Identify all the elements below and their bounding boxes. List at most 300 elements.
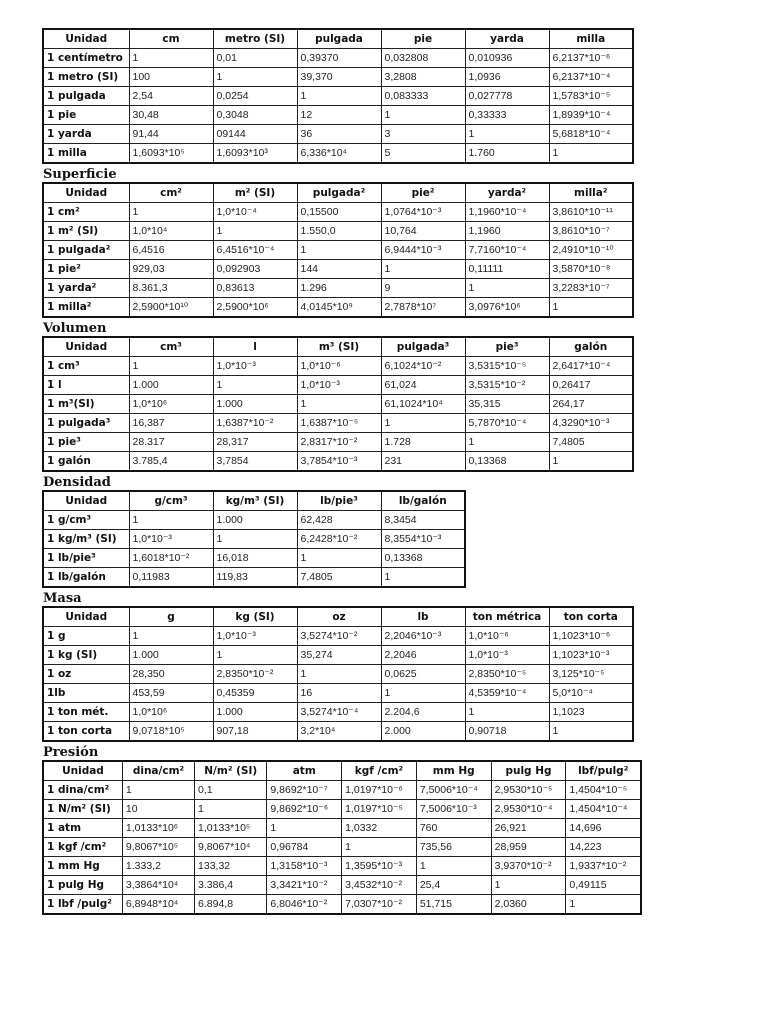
section-title: Superficie bbox=[43, 167, 117, 182]
table-cell: 1,9337*10⁻² bbox=[566, 857, 641, 876]
table-cell: 231 bbox=[381, 452, 465, 472]
row-label: 1 atm bbox=[43, 819, 122, 838]
table-cell: 1 bbox=[267, 819, 342, 838]
table-cell: 0,083333 bbox=[381, 87, 465, 106]
table-cell: 1,0764*10⁻³ bbox=[381, 203, 465, 222]
pressure-table bbox=[42, 760, 642, 915]
table-cell: 0,96784 bbox=[267, 838, 342, 857]
table-cell: 3,7854*10⁻³ bbox=[297, 452, 381, 472]
table-cell: 3,3864*10⁴ bbox=[122, 876, 194, 895]
section-title: Volumen bbox=[43, 321, 107, 336]
table-row bbox=[43, 414, 633, 433]
row-label: 1 m³(SI) bbox=[43, 395, 129, 414]
table-cell: 1,6093*10³ bbox=[213, 144, 297, 164]
area-section bbox=[42, 167, 642, 318]
table-cell: 26,921 bbox=[491, 819, 566, 838]
table-cell: 2,8350*10⁻² bbox=[213, 665, 297, 684]
header-cell: Unidad bbox=[43, 337, 129, 357]
row-label: 1 kgf /cm² bbox=[43, 838, 122, 857]
header-cell: pulgada³ bbox=[381, 337, 465, 357]
table-cell: 1 bbox=[566, 895, 641, 915]
table-cell: 2,9530*10⁻⁴ bbox=[491, 800, 566, 819]
table-cell: 1 bbox=[213, 68, 297, 87]
table-cell: 1 bbox=[416, 857, 491, 876]
row-label: 1 ton mét. bbox=[43, 703, 129, 722]
table-cell: 1 bbox=[297, 241, 381, 260]
table-cell: 1,1023*10⁻⁶ bbox=[549, 627, 633, 646]
row-label: 1 lb/pie³ bbox=[43, 549, 129, 568]
row-label: 1 lbf /pulg² bbox=[43, 895, 122, 915]
table-row bbox=[43, 203, 633, 222]
table-cell: 0,032808 bbox=[381, 49, 465, 68]
header-cell: Unidad bbox=[43, 183, 129, 203]
table-cell: 1,0332 bbox=[342, 819, 417, 838]
row-label: 1lb bbox=[43, 684, 129, 703]
table-cell: 91,44 bbox=[129, 125, 213, 144]
table-row bbox=[43, 452, 633, 472]
table-cell: 1 bbox=[465, 125, 549, 144]
table-cell: 735,56 bbox=[416, 838, 491, 857]
table-cell: 7,5006*10⁻³ bbox=[416, 800, 491, 819]
table-cell: 1 bbox=[465, 703, 549, 722]
table-cell: 1,0133*10⁶ bbox=[122, 819, 194, 838]
header-cell: lbf/pulg² bbox=[566, 761, 641, 781]
table-cell: 1 bbox=[381, 568, 465, 588]
table-cell: 5,0*10⁻⁴ bbox=[549, 684, 633, 703]
table-cell: 1,0*10⁴ bbox=[129, 222, 213, 241]
table-cell: 1 bbox=[381, 106, 465, 125]
table-cell: 760 bbox=[416, 819, 491, 838]
header-cell: kgf /cm² bbox=[342, 761, 417, 781]
table-cell: 1.333,2 bbox=[122, 857, 194, 876]
table-row bbox=[43, 144, 633, 164]
table-cell: 2,2046 bbox=[381, 646, 465, 665]
table-cell: 1,6387*10⁻² bbox=[213, 414, 297, 433]
header-cell: N/m² (SI) bbox=[195, 761, 267, 781]
table-cell: 1.000 bbox=[129, 646, 213, 665]
row-label: 1 metro (SI) bbox=[43, 68, 129, 87]
header-cell: kg/m³ (SI) bbox=[213, 491, 297, 511]
volume-section bbox=[42, 321, 642, 472]
table-row bbox=[43, 781, 641, 800]
table-cell: 10,764 bbox=[381, 222, 465, 241]
table-cell: 2.000 bbox=[381, 722, 465, 742]
table-row bbox=[43, 819, 641, 838]
table-cell: 61,024 bbox=[381, 376, 465, 395]
table-cell: 3,8610*10⁻¹¹ bbox=[549, 203, 633, 222]
table-cell: 2,4910*10⁻¹⁰ bbox=[549, 241, 633, 260]
table-cell: 0,027778 bbox=[465, 87, 549, 106]
table-cell: 3,3421*10⁻² bbox=[267, 876, 342, 895]
table-cell: 1,1023*10⁻³ bbox=[549, 646, 633, 665]
table-cell: 3.386,4 bbox=[195, 876, 267, 895]
table-cell: 3,125*10⁻⁵ bbox=[549, 665, 633, 684]
table-cell: 2,9530*10⁻⁵ bbox=[491, 781, 566, 800]
table-cell: 6,4516 bbox=[129, 241, 213, 260]
table-cell: 1 bbox=[297, 87, 381, 106]
table-row bbox=[43, 800, 641, 819]
table-cell: 1 bbox=[129, 357, 213, 376]
table-cell: 9,8692*10⁻⁷ bbox=[267, 781, 342, 800]
table-cell: 1,0*10⁶ bbox=[129, 703, 213, 722]
table-header-row bbox=[43, 761, 641, 781]
table-cell: 0,0254 bbox=[213, 87, 297, 106]
table-cell: 3,8610*10⁻⁷ bbox=[549, 222, 633, 241]
table-cell: 28.317 bbox=[129, 433, 213, 452]
header-cell: pie² bbox=[381, 183, 465, 203]
table-cell: 6,2137*10⁻⁴ bbox=[549, 68, 633, 87]
row-label: 1 dina/cm² bbox=[43, 781, 122, 800]
table-cell: 1 bbox=[195, 800, 267, 819]
table-row bbox=[43, 260, 633, 279]
table-cell: 1 bbox=[549, 452, 633, 472]
header-cell: galón bbox=[549, 337, 633, 357]
table-cell: 3,5315*10⁻⁵ bbox=[465, 357, 549, 376]
table-cell: 5,6818*10⁻⁴ bbox=[549, 125, 633, 144]
header-cell: mm Hg bbox=[416, 761, 491, 781]
table-cell: 0,33333 bbox=[465, 106, 549, 125]
table-cell: 1 bbox=[213, 530, 297, 549]
row-label: 1 cm³ bbox=[43, 357, 129, 376]
table-cell: 4,3290*10⁻³ bbox=[549, 414, 633, 433]
table-cell: 62,428 bbox=[297, 511, 381, 530]
table-row bbox=[43, 125, 633, 144]
table-cell: 1,0*10⁻⁶ bbox=[465, 627, 549, 646]
table-cell: 1,0133*10⁵ bbox=[195, 819, 267, 838]
table-cell: 2,7878*10⁷ bbox=[381, 298, 465, 318]
row-label: 1 pulgada bbox=[43, 87, 129, 106]
table-row bbox=[43, 857, 641, 876]
section-title: Masa bbox=[43, 591, 82, 606]
section-title: Presión bbox=[43, 745, 99, 760]
table-cell: 1,6018*10⁻² bbox=[129, 549, 213, 568]
row-label: 1 pie bbox=[43, 106, 129, 125]
table-cell: 8,3454 bbox=[381, 511, 465, 530]
table-cell: 3,2283*10⁻⁷ bbox=[549, 279, 633, 298]
table-cell: 0,0625 bbox=[381, 665, 465, 684]
table-cell: 14,696 bbox=[566, 819, 641, 838]
table-cell: 8,3554*10⁻³ bbox=[381, 530, 465, 549]
header-cell: lb/pie³ bbox=[297, 491, 381, 511]
header-cell: pie bbox=[381, 29, 465, 49]
table-cell: 0,13368 bbox=[381, 549, 465, 568]
row-label: 1 galón bbox=[43, 452, 129, 472]
table-row bbox=[43, 376, 633, 395]
table-cell: 3,4532*10⁻² bbox=[342, 876, 417, 895]
header-cell: Unidad bbox=[43, 491, 129, 511]
table-cell: 0,3048 bbox=[213, 106, 297, 125]
table-cell: 1,0*10⁻⁴ bbox=[213, 203, 297, 222]
table-cell: 35,274 bbox=[297, 646, 381, 665]
density-section bbox=[42, 475, 642, 588]
table-cell: 1,0*10⁻³ bbox=[213, 357, 297, 376]
row-label: 1 mm Hg bbox=[43, 857, 122, 876]
row-label: 1 cm² bbox=[43, 203, 129, 222]
table-cell: 1 bbox=[297, 395, 381, 414]
table-cell: 6,336*10⁴ bbox=[297, 144, 381, 164]
table-cell: 3,9370*10⁻² bbox=[491, 857, 566, 876]
table-cell: 4,0145*10⁹ bbox=[297, 298, 381, 318]
table-cell: 1 bbox=[297, 549, 381, 568]
table-cell: 9,8692*10⁻⁶ bbox=[267, 800, 342, 819]
table-cell: 1,4504*10⁻⁵ bbox=[566, 781, 641, 800]
table-cell: 7,5006*10⁻⁴ bbox=[416, 781, 491, 800]
table-cell: 1,0197*10⁻⁶ bbox=[342, 781, 417, 800]
section-title: Densidad bbox=[43, 475, 111, 490]
table-cell: 7,0307*10⁻² bbox=[342, 895, 417, 915]
table-cell: 1,4504*10⁻⁴ bbox=[566, 800, 641, 819]
table-cell: 6,9444*10⁻³ bbox=[381, 241, 465, 260]
pressure-section bbox=[42, 745, 642, 915]
table-cell: 61,1024*10⁴ bbox=[381, 395, 465, 414]
table-cell: 0,01 bbox=[213, 49, 297, 68]
table-row bbox=[43, 646, 633, 665]
table-cell: 0,90718 bbox=[465, 722, 549, 742]
volume-table bbox=[42, 336, 634, 472]
table-cell: 1.760 bbox=[465, 144, 549, 164]
table-cell: 1 bbox=[549, 144, 633, 164]
table-cell: 2,8350*10⁻⁵ bbox=[465, 665, 549, 684]
table-cell: 3 bbox=[381, 125, 465, 144]
area-table bbox=[42, 182, 634, 318]
table-row bbox=[43, 703, 633, 722]
table-cell: 6,2428*10⁻² bbox=[297, 530, 381, 549]
table-cell: 09144 bbox=[213, 125, 297, 144]
table-cell: 0,45359 bbox=[213, 684, 297, 703]
row-label: 1 pulgada³ bbox=[43, 414, 129, 433]
table-cell: 7,7160*10⁻⁴ bbox=[465, 241, 549, 260]
table-cell: 1 bbox=[297, 665, 381, 684]
table-cell: 1.296 bbox=[297, 279, 381, 298]
table-cell: 2.204,6 bbox=[381, 703, 465, 722]
table-cell: 3,5274*10⁻⁴ bbox=[297, 703, 381, 722]
table-cell: 100 bbox=[129, 68, 213, 87]
table-cell: 0,010936 bbox=[465, 49, 549, 68]
table-row bbox=[43, 549, 465, 568]
table-cell: 0,13368 bbox=[465, 452, 549, 472]
table-cell: 6,2137*10⁻⁶ bbox=[549, 49, 633, 68]
table-cell: 1.000 bbox=[213, 703, 297, 722]
table-cell: 2,5900*10⁶ bbox=[213, 298, 297, 318]
table-cell: 1,1023 bbox=[549, 703, 633, 722]
table-cell: 119,83 bbox=[213, 568, 297, 588]
table-row bbox=[43, 876, 641, 895]
table-cell: 10 bbox=[122, 800, 194, 819]
table-cell: 30,48 bbox=[129, 106, 213, 125]
header-cell: Unidad bbox=[43, 761, 122, 781]
table-cell: 1.000 bbox=[213, 395, 297, 414]
row-label: 1 milla bbox=[43, 144, 129, 164]
conversion-tables-page bbox=[42, 28, 642, 915]
table-cell: 6,1024*10⁻² bbox=[381, 357, 465, 376]
table-cell: 25,4 bbox=[416, 876, 491, 895]
header-cell: pulg Hg bbox=[491, 761, 566, 781]
length-section bbox=[42, 28, 642, 164]
table-cell: 1,3158*10⁻³ bbox=[267, 857, 342, 876]
table-cell: 0,49115 bbox=[566, 876, 641, 895]
table-cell: 1 bbox=[342, 838, 417, 857]
table-cell: 1 bbox=[381, 414, 465, 433]
table-cell: 2,5900*10¹⁰ bbox=[129, 298, 213, 318]
header-cell: pie³ bbox=[465, 337, 549, 357]
table-row bbox=[43, 684, 633, 703]
header-cell: pulgada bbox=[297, 29, 381, 49]
table-cell: 1 bbox=[129, 203, 213, 222]
table-header-row bbox=[43, 337, 633, 357]
table-cell: 0,15500 bbox=[297, 203, 381, 222]
header-cell: atm bbox=[267, 761, 342, 781]
table-row bbox=[43, 49, 633, 68]
mass-table bbox=[42, 606, 634, 742]
table-cell: 0,092903 bbox=[213, 260, 297, 279]
table-row bbox=[43, 279, 633, 298]
table-cell: 1 bbox=[491, 876, 566, 895]
row-label: 1 yarda² bbox=[43, 279, 129, 298]
table-cell: 3,2808 bbox=[381, 68, 465, 87]
table-cell: 36 bbox=[297, 125, 381, 144]
table-cell: 1,0*10⁻³ bbox=[297, 376, 381, 395]
table-cell: 8.361,3 bbox=[129, 279, 213, 298]
table-row bbox=[43, 530, 465, 549]
table-row bbox=[43, 222, 633, 241]
table-cell: 1,6093*10⁵ bbox=[129, 144, 213, 164]
table-cell: 1,0*10⁻⁶ bbox=[297, 357, 381, 376]
table-cell: 1 bbox=[549, 298, 633, 318]
table-row bbox=[43, 298, 633, 318]
row-label: 1 pie² bbox=[43, 260, 129, 279]
table-row bbox=[43, 241, 633, 260]
table-header-row bbox=[43, 183, 633, 203]
table-cell: 2,2046*10⁻³ bbox=[381, 627, 465, 646]
table-cell: 2,8317*10⁻² bbox=[297, 433, 381, 452]
table-cell: 3,7854 bbox=[213, 452, 297, 472]
table-row bbox=[43, 511, 465, 530]
row-label: 1 kg/m³ (SI) bbox=[43, 530, 129, 549]
row-label: 1 g bbox=[43, 627, 129, 646]
density-table bbox=[42, 490, 466, 588]
row-label: 1 N/m² (SI) bbox=[43, 800, 122, 819]
table-row bbox=[43, 87, 633, 106]
table-cell: 1.000 bbox=[129, 376, 213, 395]
table-cell: 1 bbox=[129, 511, 213, 530]
table-cell: 3,5870*10⁻⁸ bbox=[549, 260, 633, 279]
table-cell: 133,32 bbox=[195, 857, 267, 876]
table-cell: 0,26417 bbox=[549, 376, 633, 395]
table-cell: 1 bbox=[213, 376, 297, 395]
table-cell: 1,5783*10⁻⁵ bbox=[549, 87, 633, 106]
table-cell: 9,0718*10⁵ bbox=[129, 722, 213, 742]
table-cell: 16,387 bbox=[129, 414, 213, 433]
table-cell: 7,4805 bbox=[297, 568, 381, 588]
table-cell: 1 bbox=[465, 433, 549, 452]
table-cell: 1.000 bbox=[213, 511, 297, 530]
row-label: 1 pulgada² bbox=[43, 241, 129, 260]
mass-section bbox=[42, 591, 642, 742]
table-cell: 144 bbox=[297, 260, 381, 279]
header-cell: cm bbox=[129, 29, 213, 49]
table-row bbox=[43, 106, 633, 125]
table-cell: 1 bbox=[213, 646, 297, 665]
table-row bbox=[43, 357, 633, 376]
table-cell: 1,8939*10⁻⁴ bbox=[549, 106, 633, 125]
table-cell: 28,350 bbox=[129, 665, 213, 684]
table-cell: 1,0*10⁻³ bbox=[129, 530, 213, 549]
table-cell: 453,59 bbox=[129, 684, 213, 703]
header-cell: m³ (SI) bbox=[297, 337, 381, 357]
table-cell: 0,39370 bbox=[297, 49, 381, 68]
header-cell: Unidad bbox=[43, 29, 129, 49]
table-cell: 929,03 bbox=[129, 260, 213, 279]
table-cell: 16 bbox=[297, 684, 381, 703]
table-cell: 3,5274*10⁻² bbox=[297, 627, 381, 646]
row-label: 1 oz bbox=[43, 665, 129, 684]
row-label: 1 g/cm³ bbox=[43, 511, 129, 530]
table-cell: 6,8948*10⁴ bbox=[122, 895, 194, 915]
header-cell: Unidad bbox=[43, 607, 129, 627]
header-cell: ton corta bbox=[549, 607, 633, 627]
table-cell: 35,315 bbox=[465, 395, 549, 414]
table-row bbox=[43, 838, 641, 857]
table-cell: 3,2*10⁴ bbox=[297, 722, 381, 742]
table-cell: 1,0197*10⁻⁵ bbox=[342, 800, 417, 819]
table-cell: 907,18 bbox=[213, 722, 297, 742]
header-cell: lb bbox=[381, 607, 465, 627]
header-cell: kg (SI) bbox=[213, 607, 297, 627]
table-cell: 5,7870*10⁻⁴ bbox=[465, 414, 549, 433]
table-cell: 0,83613 bbox=[213, 279, 297, 298]
table-cell: 6,8046*10⁻² bbox=[267, 895, 342, 915]
header-cell: milla bbox=[549, 29, 633, 49]
table-row bbox=[43, 433, 633, 452]
table-cell: 7,4805 bbox=[549, 433, 633, 452]
row-label: 1 pie³ bbox=[43, 433, 129, 452]
table-cell: 2,54 bbox=[129, 87, 213, 106]
table-cell: 1,0*10⁻³ bbox=[213, 627, 297, 646]
table-cell: 3,5315*10⁻² bbox=[465, 376, 549, 395]
table-cell: 14,223 bbox=[566, 838, 641, 857]
row-label: 1 m² (SI) bbox=[43, 222, 129, 241]
header-cell: m² (SI) bbox=[213, 183, 297, 203]
table-cell: 1,0*10⁶ bbox=[129, 395, 213, 414]
length-table bbox=[42, 28, 634, 164]
table-cell: 0,11983 bbox=[129, 568, 213, 588]
table-cell: 1 bbox=[465, 279, 549, 298]
table-cell: 1,1960*10⁻⁴ bbox=[465, 203, 549, 222]
header-cell: milla² bbox=[549, 183, 633, 203]
table-cell: 9 bbox=[381, 279, 465, 298]
header-cell: pulgada² bbox=[297, 183, 381, 203]
header-cell: oz bbox=[297, 607, 381, 627]
table-cell: 5 bbox=[381, 144, 465, 164]
table-cell: 1,0*10⁻³ bbox=[465, 646, 549, 665]
table-cell: 2,0360 bbox=[491, 895, 566, 915]
table-cell: 28,959 bbox=[491, 838, 566, 857]
table-header-row bbox=[43, 607, 633, 627]
table-cell: 39,370 bbox=[297, 68, 381, 87]
header-cell: ton métrica bbox=[465, 607, 549, 627]
table-cell: 51,715 bbox=[416, 895, 491, 915]
table-cell: 1 bbox=[122, 781, 194, 800]
table-cell: 6,4516*10⁻⁴ bbox=[213, 241, 297, 260]
table-row bbox=[43, 395, 633, 414]
row-label: 1 l bbox=[43, 376, 129, 395]
table-cell: 1,3595*10⁻³ bbox=[342, 857, 417, 876]
table-cell: 1,0936 bbox=[465, 68, 549, 87]
table-cell: 3,0976*10⁶ bbox=[465, 298, 549, 318]
header-cell: cm³ bbox=[129, 337, 213, 357]
row-label: 1 kg (SI) bbox=[43, 646, 129, 665]
table-cell: 1 bbox=[129, 49, 213, 68]
